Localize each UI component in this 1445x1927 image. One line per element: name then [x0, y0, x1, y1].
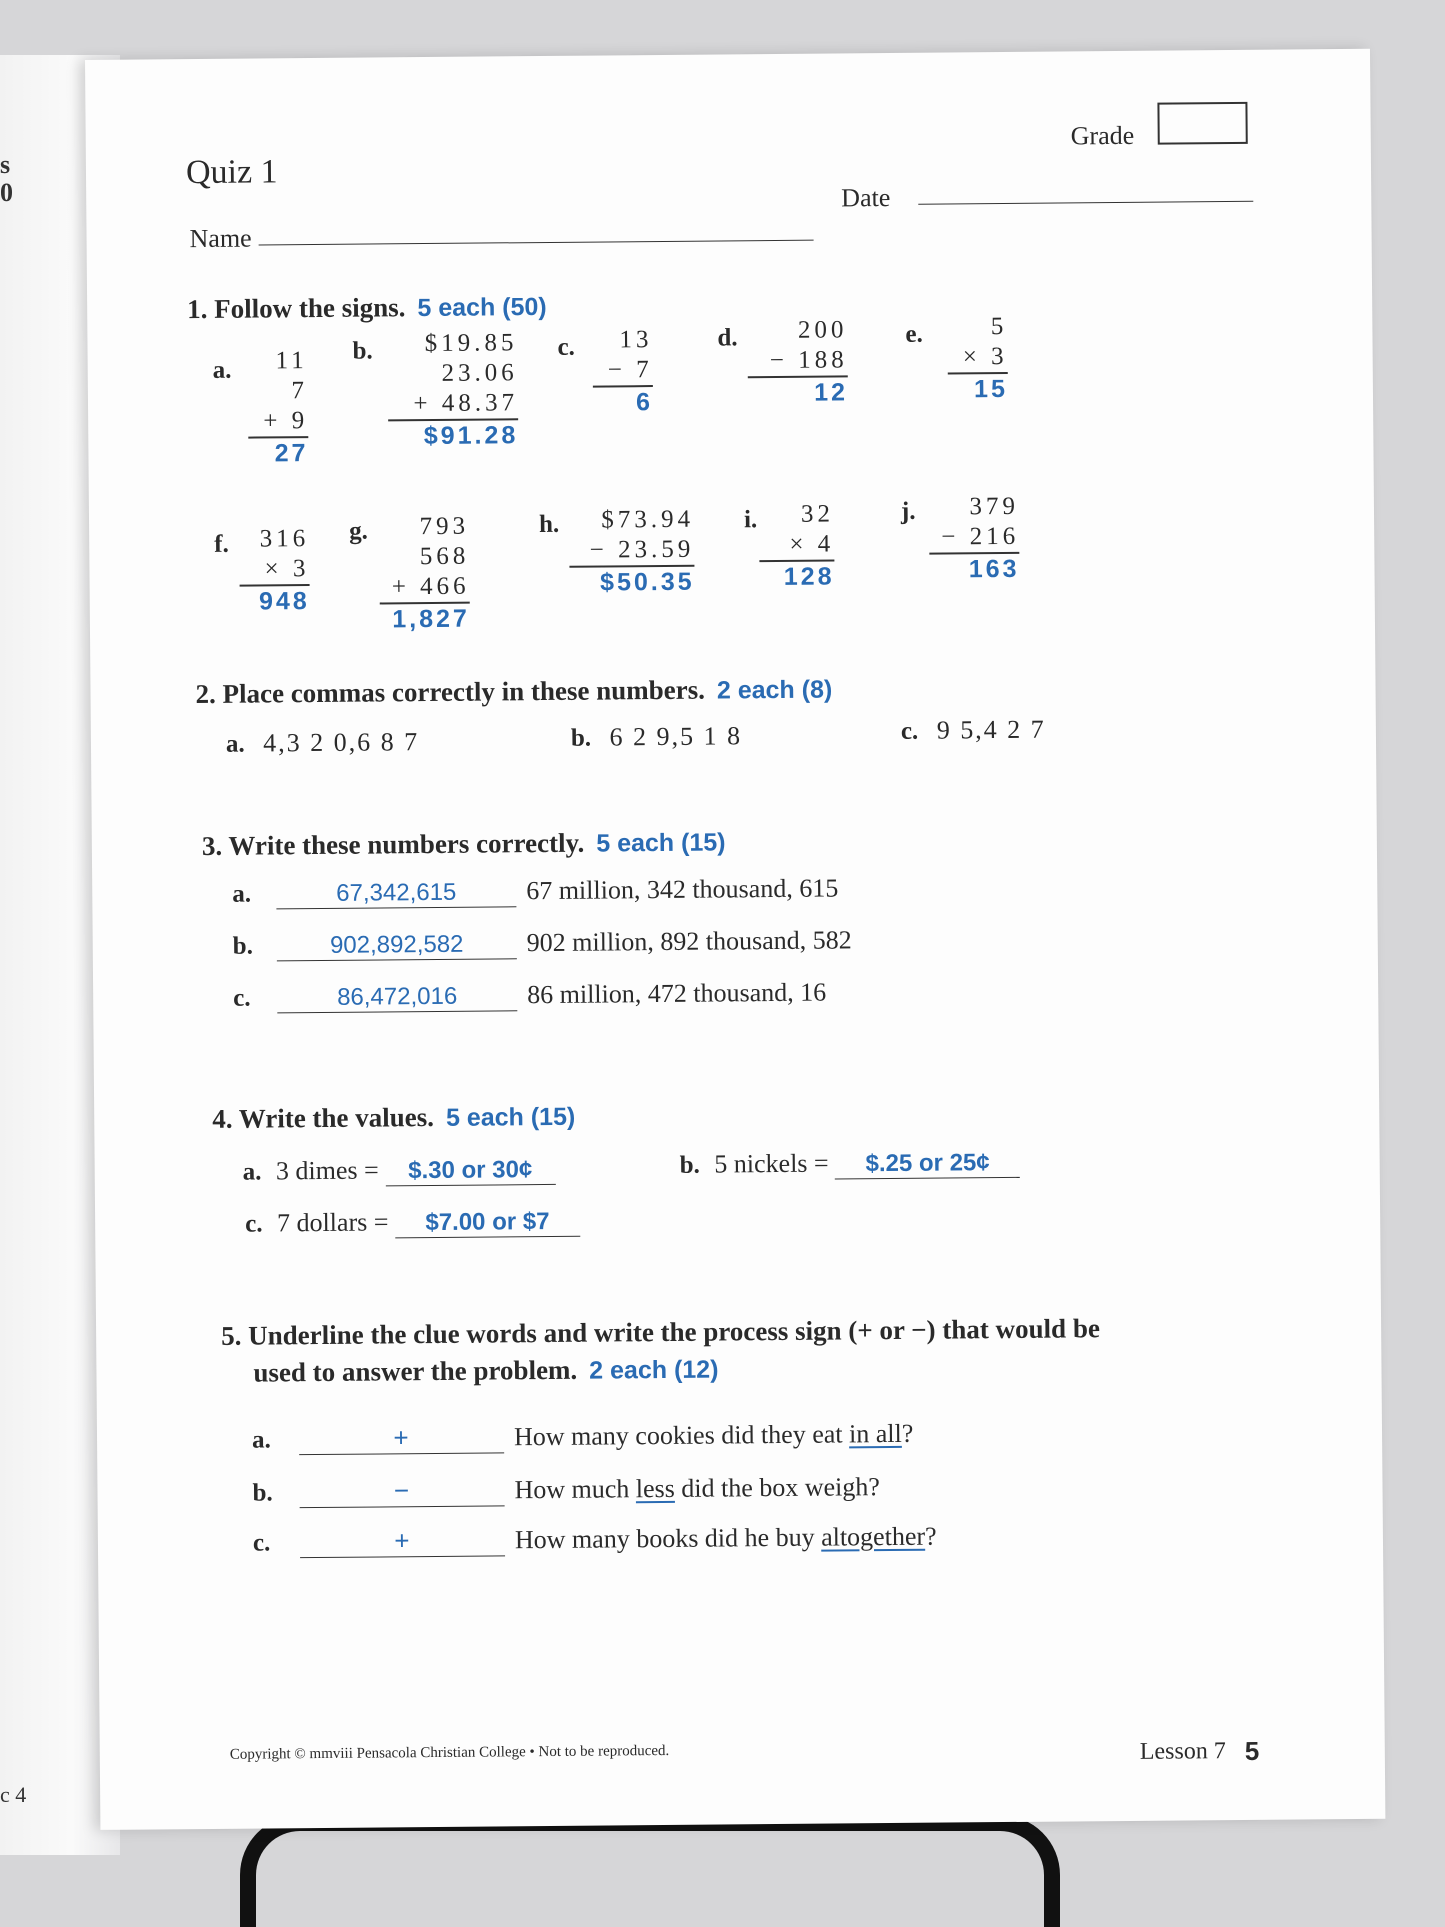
q1g-answer: 1,827: [392, 604, 471, 634]
q1b-label: b.: [352, 337, 373, 365]
q2a: a. 4,3 2 0,6 8 7: [225, 727, 420, 758]
q1i-problem: 32 × 4 128: [759, 499, 835, 592]
book-stand: [240, 1815, 1060, 1927]
q2a-number: 4,3 2 0,6 8 7: [263, 727, 420, 758]
q1c-problem: 13 − 7 6: [592, 325, 653, 418]
q4-points: 5 each (15): [445, 1102, 576, 1132]
q1d-answer: 12: [813, 378, 849, 407]
q1g-label: g.: [349, 517, 368, 545]
q3-item-a: a. 67,342,615 67 million, 342 thousand, 615: [232, 873, 839, 908]
q3-points: 5 each (15): [596, 828, 726, 858]
q1h-problem: $73.94 − 23.59 $50.35: [569, 505, 695, 598]
q3a-text: 67 million, 342 thousand, 615: [526, 873, 839, 906]
q3-item-c: c. 86,472,016 86 million, 472 thousand, 16: [233, 977, 827, 1012]
q2b: b. 6 2 9,5 1 8: [570, 721, 743, 752]
q4b: b. 5 nickels = $.25 or 25¢: [680, 1147, 1021, 1181]
left-page-text: 0: [0, 178, 13, 207]
q1a-problem: 11 7 + 9 27: [248, 346, 309, 469]
q5-points: 2 each (12): [589, 1355, 719, 1385]
q4a: a. 3 dimes = $.30 or 30¢: [243, 1154, 556, 1188]
lesson-label: Lesson 7: [1139, 1738, 1226, 1765]
name-label: Name: [189, 223, 252, 254]
q1-points: 5 each (50): [417, 292, 547, 323]
q1d-label: d.: [717, 324, 738, 352]
q1-heading: 1. Follow the signs. 5 each (50): [187, 292, 547, 325]
q3-heading: 3. Write these numbers correctly. 5 each (15): [201, 827, 726, 862]
q4b-answer[interactable]: $.25 or 25¢: [835, 1149, 1020, 1180]
q1f-problem: 316 × 3 948: [239, 524, 310, 617]
q1f-answer: 948: [258, 587, 310, 616]
worksheet-page: [85, 49, 1385, 1830]
q4c: c. 7 dollars = $7.00 or $7: [245, 1206, 580, 1240]
left-page-text: c 4: [0, 1782, 27, 1807]
grade-label: Grade: [1070, 120, 1135, 151]
q1a-label: a.: [212, 356, 232, 384]
name-line[interactable]: [259, 239, 814, 246]
q1a-answer: 27: [274, 439, 309, 468]
date-label: Date: [841, 182, 891, 213]
q1i-label: i.: [743, 506, 758, 534]
q2b-number: 6 2 9,5 1 8: [609, 721, 743, 752]
q1c-answer: 6: [635, 388, 654, 417]
q5a-clue-words: in all: [848, 1418, 902, 1449]
q5c-sign[interactable]: +: [299, 1524, 504, 1558]
q1d-problem: 200 − 188 12: [747, 315, 848, 408]
q1j-problem: 379 − 216 163: [929, 492, 1020, 585]
copyright-notice: Copyright © mmviii Pensacola Christian College • Not to be reproduced.: [229, 1742, 670, 1763]
q5a-sign[interactable]: +: [298, 1421, 503, 1455]
q1j-answer: 163: [968, 554, 1020, 584]
q1b-answer: $91.28: [423, 421, 519, 451]
q1b-problem: $19.85 23.06 + 48.37 $91.28: [387, 328, 518, 451]
q2-heading: 2. Place commas correctly in these numbers. 2 each (8): [195, 674, 833, 710]
q4c-answer[interactable]: $7.00 or $7: [395, 1208, 580, 1239]
q3c-text: 86 million, 472 thousand, 16: [527, 977, 827, 1010]
date-line[interactable]: [918, 200, 1253, 205]
q4-heading: 4. Write the values. 5 each (15): [212, 1101, 576, 1134]
q1i-answer: 128: [783, 562, 835, 591]
q3-item-b: b. 902,892,582 902 million, 892 thousand, 582: [232, 925, 852, 960]
q3b-answer[interactable]: 902,892,582: [277, 930, 517, 961]
q1e-label: e.: [905, 320, 923, 348]
q5-heading: 5. Underline the clue words and write the process sign (+ or −) that would be used to answer the problem. 2 each (12): [221, 1313, 1101, 1388]
q1e-problem: 5 × 3 15: [947, 312, 1008, 405]
page-number: 5: [1244, 1735, 1260, 1766]
page-title: Quiz 1: [185, 153, 278, 192]
q1g-problem: 793 568 + 466 1,827: [379, 512, 470, 635]
q2c-number: 9 5,4 2 7: [936, 714, 1046, 745]
q5b-clue-words: less: [635, 1473, 675, 1504]
q2-points: 2 each (8): [716, 675, 833, 705]
q4a-answer[interactable]: $.30 or 30¢: [385, 1156, 555, 1186]
grade-box[interactable]: [1157, 102, 1247, 145]
q1c-label: c.: [557, 333, 576, 361]
q1j-label: j.: [900, 497, 916, 525]
q1e-answer: 15: [973, 374, 1009, 404]
q5c: c. + How many books did he buy altogether?: [252, 1521, 937, 1557]
q2c: c. 9 5,4 2 7: [900, 714, 1046, 745]
q1h-answer: $50.35: [599, 567, 695, 597]
left-page-text: s: [0, 150, 11, 179]
q1f-label: f.: [214, 530, 229, 558]
q1h-label: h.: [538, 510, 560, 539]
q3c-answer[interactable]: 86,472,016: [277, 982, 517, 1013]
q3b-text: 902 million, 892 thousand, 582: [526, 925, 852, 958]
q3a-answer[interactable]: 67,342,615: [276, 878, 516, 909]
q5a: a. + How many cookies did they eat in all?: [251, 1418, 914, 1454]
q5b-sign[interactable]: −: [299, 1474, 504, 1508]
q5b: b. − How much less did the box weigh?: [252, 1472, 881, 1507]
q5c-clue-words: altogether: [820, 1521, 926, 1552]
